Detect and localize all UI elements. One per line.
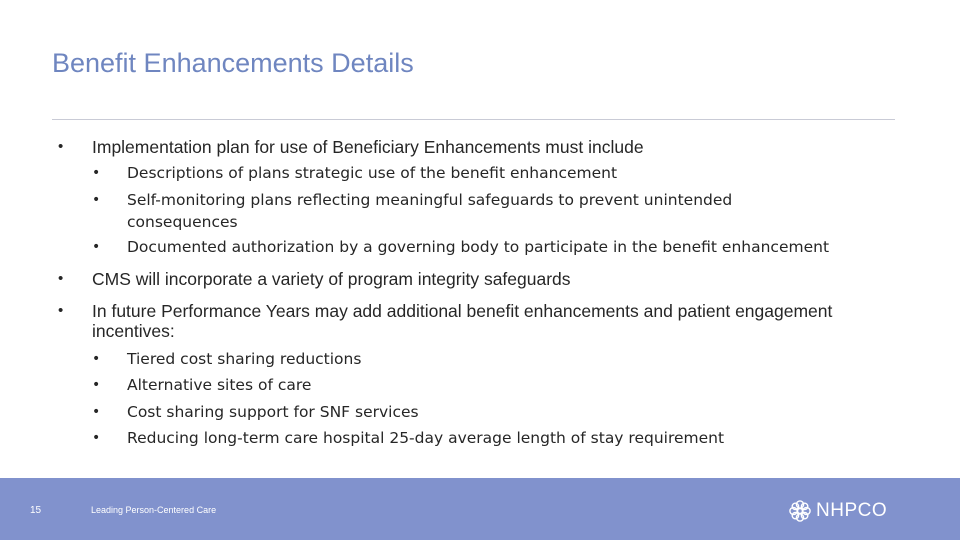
sub-bullet-text: Descriptions of plans strategic use of the benefit enhancement bbox=[127, 164, 618, 182]
bullet-item bbox=[58, 269, 852, 289]
bullet-item bbox=[58, 137, 852, 157]
bullet-dot: • bbox=[92, 192, 101, 208]
bullet-dot: • bbox=[92, 239, 101, 255]
sub-bullet-text: Self-monitoring plans reflecting meaningful safeguards to prevent unintended consequences bbox=[127, 191, 733, 231]
bullet-dot: • bbox=[58, 302, 64, 319]
bullet-dot: • bbox=[58, 138, 64, 155]
sub-bullet-item bbox=[92, 162, 867, 184]
footer-tagline: Leading Person-Centered Care bbox=[91, 505, 217, 515]
bullet-dot: • bbox=[92, 377, 101, 393]
sub-bullet-text: Cost sharing support for SNF services bbox=[127, 403, 419, 421]
sub-bullet-item bbox=[92, 401, 867, 423]
slide-footer bbox=[0, 478, 960, 540]
bullet-text: CMS will incorporate a variety of program integrity safeguards bbox=[92, 269, 571, 289]
bullet-text: In future Performance Years may add additional benefit enhancements and patient engagement incentives: bbox=[92, 301, 833, 341]
sub-bullet-text: Reducing long-term care hospital 25-day average length of stay requirement bbox=[127, 429, 725, 447]
sub-bullet-item bbox=[92, 427, 867, 449]
sub-bullet-item bbox=[92, 236, 867, 258]
sub-bullet-item bbox=[92, 189, 807, 233]
sub-bullet-text: Documented authorization by a governing body to participate in the benefit enhancement bbox=[127, 238, 830, 256]
sub-bullet-item bbox=[92, 374, 867, 396]
bullet-item bbox=[58, 301, 852, 341]
bullet-dot: • bbox=[58, 270, 64, 287]
sub-bullet-item bbox=[92, 348, 867, 370]
bullet-dot: • bbox=[92, 165, 101, 181]
sub-bullet-text: Alternative sites of care bbox=[127, 376, 312, 394]
page-number: 15 bbox=[30, 505, 42, 516]
bullet-dot: • bbox=[92, 430, 101, 446]
bullet-dot: • bbox=[92, 404, 101, 420]
logo-text: NHPCO bbox=[816, 500, 888, 521]
nhpco-logo bbox=[788, 499, 887, 523]
slide-title: Benefit Enhancements Details bbox=[52, 48, 414, 78]
sub-bullet-text: Tiered cost sharing reductions bbox=[127, 350, 362, 368]
flower-icon bbox=[788, 499, 812, 523]
bullet-text: Implementation plan for use of Beneficiary Enhancements must include bbox=[92, 137, 644, 157]
bullet-dot: • bbox=[92, 351, 101, 367]
